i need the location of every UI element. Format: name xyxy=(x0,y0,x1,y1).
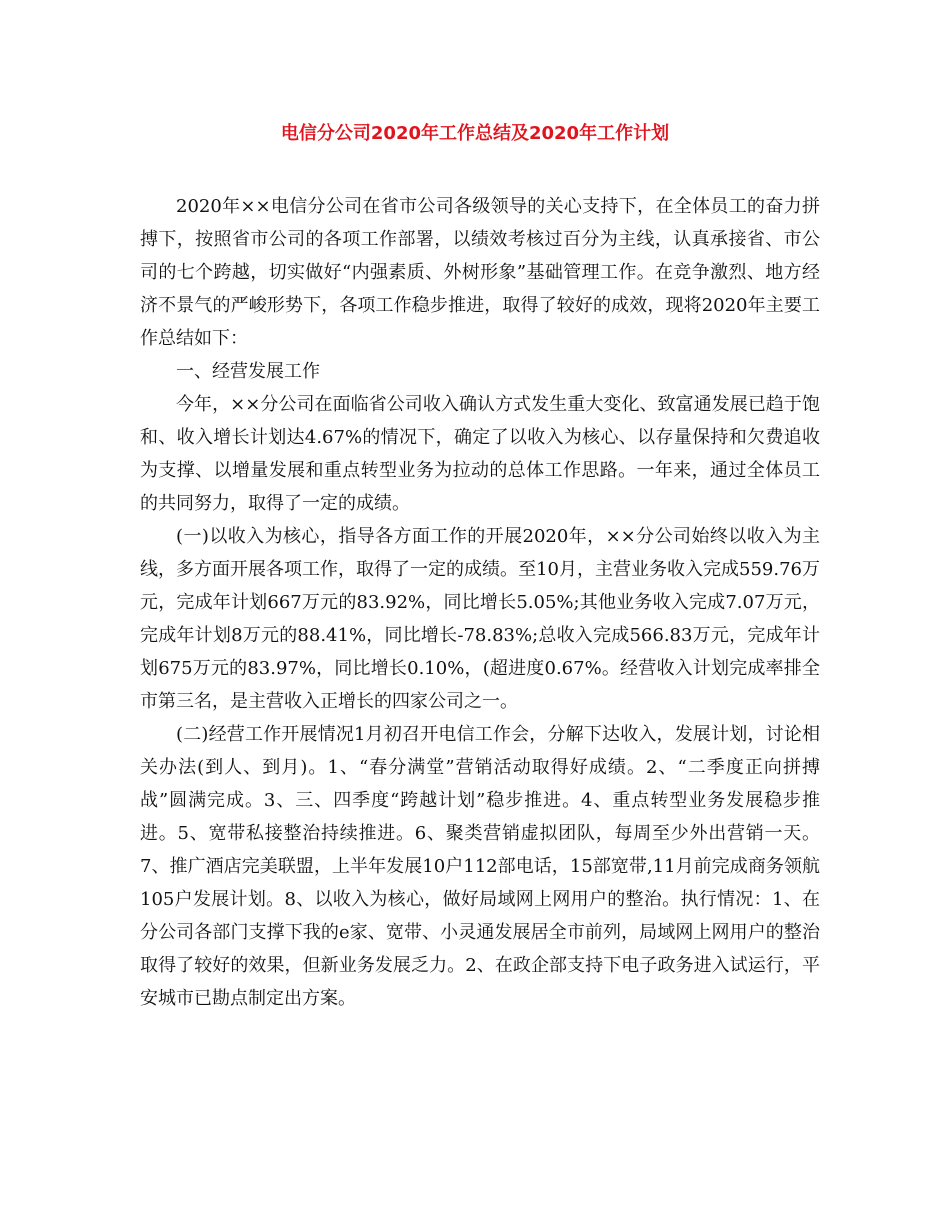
paragraph-overview: 今年，××分公司在面临省公司收入确认方式发生重大变化、致富通发展已趋于饱和、收入增长计划达4.67%的情况下，确定了以收入为核心、以存量保持和欠费追收为支撑、以增量发展和重点转型业务为拉动的总体工作思路。一年来，通过全体员工的共同努力，取得了一定的成绩。 xyxy=(140,394,820,514)
paragraph-revenue: (一)以收入为核心，指导各方面工作的开展2020年，××分公司始终以收入为主线，多方面开展各项工作，取得了一定的成绩。至10月，主营业务收入完成559.76万元，完成年计划667万元的83.92%，同比增长5.05%;其他业务收入完成7.07万元，完成年计划8万元的88.41%，同比增长-78.83%;总收入完成566.83万元，完成年计划675万元的83.97%，同比增长0.10%，(超进度0.67%。经营收入计划完成率排全市第三名，是主营收入正增长的四家公司之一。 xyxy=(140,526,820,712)
paragraph-intro: 2020年××电信分公司在省市公司各级领导的关心支持下，在全体员工的奋力拼搏下，按照省市公司的各项工作部署，以绩效考核过百分为主线，认真承接省、市公司的七个跨越，切实做好“内强素质、外树形象”基础管理工作。在竞争激烈、地方经济不景气的严峻形势下，各项工作稳步推进，取得了较好的成效，现将2020年主要工作总结如下： xyxy=(140,196,820,349)
document-title: 电信分公司2020年工作总结及2020年工作计划 xyxy=(280,123,670,144)
section-heading-operations: 一、经营发展工作 xyxy=(176,361,320,382)
document-body xyxy=(140,190,820,1015)
paragraph-operations: (二)经营工作开展情况1月初召开电信工作会，分解下达收入，发展计划，讨论相关办法(到人、到月)。1、“春分满堂”营销活动取得好成绩。2、“二季度正向拼搏战”圆满完成。3、三、四季度“跨越计划”稳步推进。4、重点转型业务发展稳步推进。5、宽带私接整治持续推进。6、聚类营销虚拟团队，每周至少外出营销一天。7、推广酒店完美联盟，上半年发展10户112部电话，15部宽带,11月前完成商务领航105户发展计划。8、以收入为核心，做好局域网上网用户的整治。执行情况：1、在分公司各部门支撑下我的e家、宽带、小灵通发展居全市前列，局域网上网用户的整治取得了较好的效果，但新业务发展乏力。2、在政企部支持下电子政务进入试运行，平安城市已勘点制定出方案。 xyxy=(140,724,820,1009)
